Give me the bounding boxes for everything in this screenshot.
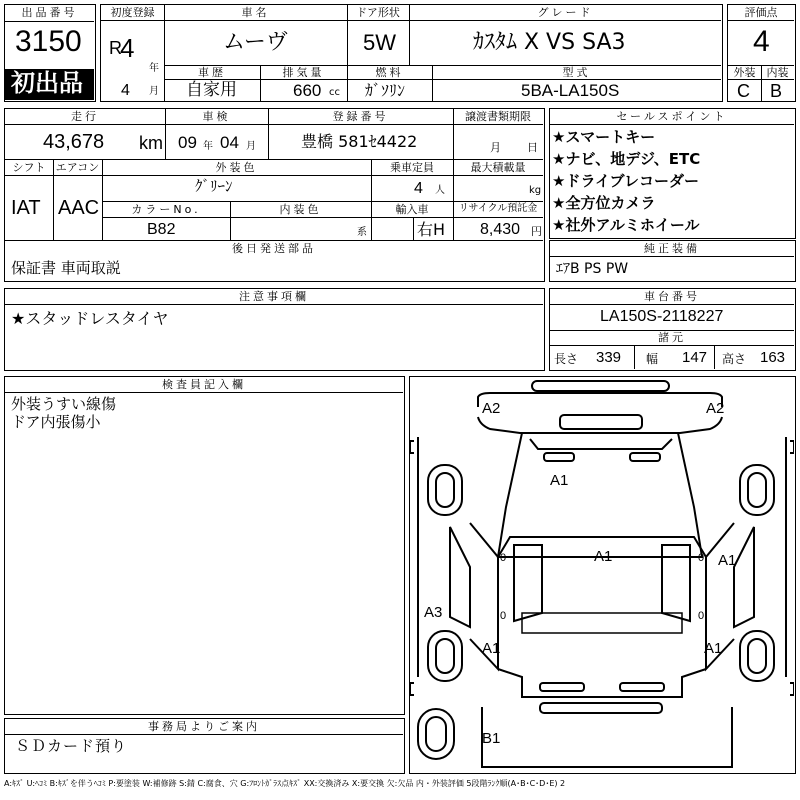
office-box [4,718,405,774]
history-label: 車歴 [198,66,226,79]
max-load-unit: kg [529,185,542,196]
later-parts-box [4,258,545,282]
damage-mark-a3-left: A3 [424,604,443,621]
interior-grade-label: 内装 [766,66,789,79]
lot-number: 3150 [15,25,82,58]
inspection-label: 車検 [202,110,231,123]
model-code-value: 5BA-LA150S [521,81,620,100]
notes-label: 注意事項欄 [239,290,309,303]
damage-mark-a2-left: A2 [482,400,501,417]
chassis-value: LA150S-2118227 [600,308,724,325]
interior-color-suffix: 系 [357,227,367,238]
equipment-value: ｴｱB PS PW [556,261,629,277]
first-registration-month-unit: 月 [149,86,159,97]
damage-mark-a1-roof: A1 [594,548,613,565]
displacement-unit: cc [329,87,340,98]
office-value: ＳＤカード預り [15,737,128,755]
lot-label: 出品番号 [21,6,78,19]
first-registration-year-unit: 年 [149,63,159,74]
length-value: 339 [596,349,622,366]
recycle-unit: 円 [531,225,542,238]
width-label: 幅 [646,352,659,366]
notes-box [4,288,545,371]
rear-window [522,613,682,633]
first-registration-year: 4 [120,33,135,63]
damage-mark-a1-left-rear: A1 [482,640,501,657]
marker-zero: 0 [698,610,705,622]
windshield [530,439,672,449]
dimensions-label: 諸元 [658,331,686,344]
damage-mark-a2-right: A2 [706,400,725,417]
width-value: 147 [682,349,708,366]
later-parts-label: 後日発送部品 [232,242,316,255]
car-diagram-box [409,376,796,774]
trunk [498,669,706,697]
first-listing-badge-text: 初出品 [11,69,83,97]
lot-box [4,4,96,102]
car-diagram [410,377,794,772]
grade-label: グレード [537,6,594,19]
interior-grade-value: B [770,81,783,101]
sales-points-box [549,108,796,239]
inspector-box [4,376,405,715]
aircon-label: エアコン [55,161,100,174]
chassis-box [549,288,796,371]
inspector-line: 外装うすい線傷 [11,395,117,413]
front-grille [560,415,642,429]
displacement-value: 660 [293,81,322,100]
chassis-label: 車台番号 [644,290,700,303]
height-value: 163 [760,349,786,366]
recycle-value: 8,430 [480,221,521,238]
damage-mark-a1-right-door: A1 [718,552,737,569]
marker-zero: 0 [500,610,507,622]
door-type-label: ドア形状 [356,6,400,19]
model-code-label: 型式 [562,66,591,79]
hood [498,433,702,557]
front-bumper [478,393,722,407]
mileage-label: 走行 [71,110,99,123]
transfer-docs-label: 譲渡書類期限 [465,110,531,123]
transfer-docs-month-unit: 月 [490,141,501,154]
inspection-month-unit: 月 [246,141,256,152]
damage-mark-b1-rear: B1 [482,730,501,747]
score-value: 4 [753,25,770,58]
score-box [727,4,796,102]
rear-bumper-strip [540,703,662,713]
equipment-label: 純正装備 [644,242,700,255]
details-box [4,108,545,260]
marker-zero: 0 [698,552,705,564]
legend: A:ｷｽﾞ U:ﾍｺﾐ B:ｷｽﾞを伴うﾍｺﾐ P:要塗装 W:補修跡 S:錆 C:腐食、穴 G:ﾌﾛﾝﾄｶﾞﾗｽ点ｷｽﾞ XX:交換済み X:要交換 欠:欠品 内・外装評価 5段階ﾗﾝｸ順(A･B･C･D･E) 2 [4,779,566,788]
sales-point-item: ★スマートキー [552,128,656,146]
first-registration-label: 初度登録 [110,6,155,19]
color-no-value: B82 [147,221,176,238]
max-load-label: 最大積載量 [470,161,526,174]
exterior-color-label: 外装色 [215,161,258,174]
shift-label: シフト [12,161,46,174]
capacity-label: 乗車定員 [390,161,434,174]
right-side [734,527,754,627]
later-parts-value: 保証書 車両取説 [11,259,121,277]
exterior-color-value: ｸﾞﾘｰﾝ [195,177,233,195]
interior-color-label: 内装色 [279,203,322,216]
displacement-label: 排気量 [282,66,325,79]
inspector-line: ドア内張傷小 [11,413,101,431]
score-label: 評価点 [744,6,778,19]
shift-value: IAT [11,197,41,219]
first-registration-month: 4 [121,82,130,99]
sales-point-item: ★全方位カメラ [552,194,656,212]
damage-mark-a1-right-rear: A1 [704,640,723,657]
length-label: 長さ [554,352,579,366]
exterior-grade-label: 外装 [733,66,756,79]
inspection-year: 09 [178,133,197,152]
left-side [450,527,470,627]
sales-point-item: ★ドライブレコーダー [552,172,699,190]
capacity-unit: 人 [435,185,445,196]
mileage-unit: km [139,133,163,153]
rear-panel [482,707,732,767]
car-name-value: ムーヴ [223,30,288,55]
history-value: 自家用 [186,80,237,100]
color-no-label: カラーNo. [131,203,201,216]
inspection-year-unit: 年 [203,141,213,152]
import-value: 右H [417,220,446,239]
mileage-value: 43,678 [43,131,105,153]
damage-mark-a1-hood: A1 [550,472,569,489]
fuel-label: 燃料 [375,66,404,79]
marker-zero: 0 [500,552,507,564]
sales-point-item: ★ナビ、地デジ、ETC [552,150,701,168]
car-name-label: 車名 [241,6,270,19]
plate-value: 豊橋 581ｾ4422 [301,132,418,151]
recycle-label: リサイクル預託金 [458,203,538,214]
sales-point-item: ★社外アルミホイール [552,216,700,234]
office-label: 事務局よりご案内 [148,720,260,733]
notes-value: ★スタッドレスタイヤ [11,309,169,328]
grade-value: ｶｽﾀﾑ X VS SA3 [473,30,626,55]
aircon-value: AAC [58,197,100,219]
equipment-box [549,240,796,282]
front-bumper-strip [532,381,669,391]
fuel-value: ｶﾞｿﾘﾝ [365,81,406,100]
import-label: 輸入車 [395,203,429,216]
height-label: 高さ [722,352,747,366]
transfer-docs-day-unit: 日 [527,141,538,154]
first-registration-era: R [109,38,122,58]
sales-points-label: セールスポイント [616,110,728,123]
capacity-value: 4 [414,180,423,197]
door-type-value: 5W [363,30,396,55]
header-box [100,4,723,102]
inspector-label: 検査員記入欄 [162,378,246,391]
plate-label: 登録番号 [332,110,389,123]
exterior-grade-value: C [737,81,750,101]
inspection-month: 04 [220,133,239,152]
